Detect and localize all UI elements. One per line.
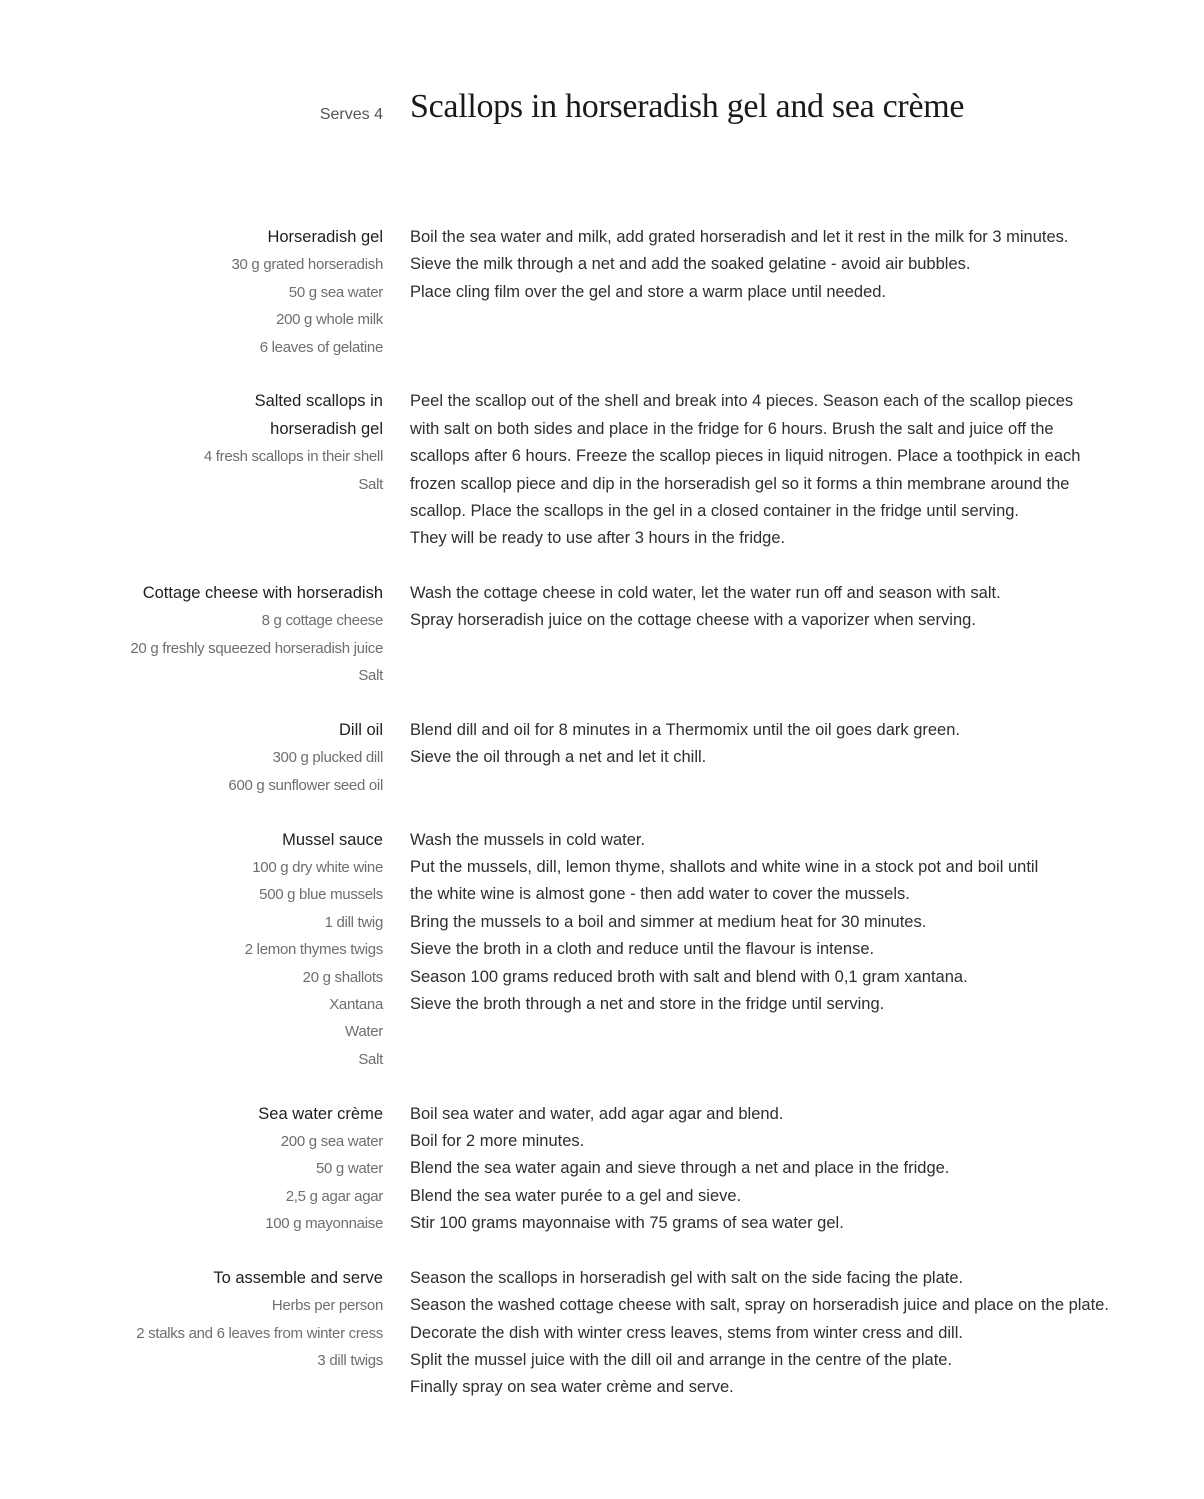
section-title: Mussel sauce: [282, 830, 383, 849]
method-line: frozen scallop piece and dip in the horseradish gel so it forms a thin membrane around the: [410, 474, 1070, 493]
method-line: the white wine is almost gone - then add water to cover the mussels.: [410, 885, 910, 904]
method-line: Season the washed cottage cheese with salt, spray on horseradish juice and place on the plate.: [410, 1296, 1109, 1315]
recipe-section: [0, 1101, 1204, 1238]
ingredient-list: [0, 827, 383, 1074]
ingredient-item: 600 g sunflower seed oil: [228, 776, 383, 794]
ingredient-item: 200 g whole milk: [276, 311, 383, 329]
method-line: Bring the mussels to a boil and simmer at medium heat for 30 minutes.: [410, 912, 927, 931]
recipe-sections: [0, 224, 1204, 1429]
method-line: Stir 100 grams mayonnaise with 75 grams of sea water gel.: [410, 1214, 844, 1233]
ingredient-list: [0, 224, 383, 361]
ingredient-item: 8 g cottage cheese: [261, 612, 383, 630]
ingredient-item: 20 g freshly squeezed horseradish juice: [130, 639, 383, 657]
ingredient-item: 100 g dry white wine: [252, 858, 383, 876]
ingredient-list: [0, 580, 383, 690]
method-line: Season 100 grams reduced broth with salt and blend with 0,1 gram xantana.: [410, 967, 968, 986]
method-steps: [410, 1101, 1150, 1238]
method-line: Boil the sea water and milk, add grated horseradish and let it rest in the milk for 3 minutes.: [410, 228, 1069, 246]
recipe-section: [0, 388, 1204, 552]
ingredient-item: 200 g sea water: [280, 1132, 383, 1150]
recipe-header: [0, 88, 1204, 138]
ingredient-item: Salt: [358, 475, 383, 493]
method-line: scallop. Place the scallops in the gel in a closed container in the fridge until serving.: [410, 501, 1020, 520]
method-line: Sieve the broth in a cloth and reduce until the flavour is intense.: [410, 940, 875, 959]
method-line: Spray horseradish juice on the cottage cheese with a vaporizer when serving.: [410, 611, 976, 630]
ingredient-item: 6 leaves of gelatine: [259, 338, 383, 356]
ingredient-list: [0, 717, 383, 799]
method-line: Boil sea water and water, add agar agar and blend.: [410, 1104, 784, 1123]
ingredient-list: [0, 388, 383, 552]
method-line: Decorate the dish with winter cress leaves, stems from winter cress and dill.: [410, 1323, 963, 1342]
method-line: Sieve the milk through a net and add the soaked gelatine - avoid air bubbles.: [410, 255, 971, 274]
method-line: They will be ready to use after 3 hours in the fridge.: [410, 529, 786, 548]
method-steps: [410, 1265, 1150, 1402]
method-line: Season the scallops in horseradish gel with salt on the side facing the plate.: [410, 1268, 964, 1287]
recipe-section: [0, 827, 1204, 1074]
method-line: Blend the sea water purée to a gel and sieve.: [410, 1186, 742, 1205]
method-line: Sieve the broth through a net and store in the fridge until serving.: [410, 994, 885, 1013]
section-title: horseradish gel: [270, 419, 383, 438]
section-title: Sea water crème: [258, 1104, 383, 1123]
section-title: Horseradish gel: [267, 228, 383, 246]
method-steps: [410, 827, 1150, 1074]
recipe-section: [0, 1265, 1204, 1402]
ingredient-item: 3 dill twigs: [317, 1352, 383, 1370]
method-line: Wash the cottage cheese in cold water, let the water run off and season with salt.: [410, 584, 1001, 603]
section-title: Dill oil: [338, 721, 383, 740]
ingredient-item: 20 g shallots: [302, 968, 383, 986]
method-steps: [410, 717, 1150, 799]
ingredient-item: Xantana: [329, 995, 383, 1013]
method-line: Place cling film over the gel and store a warm place until needed.: [410, 282, 887, 301]
method-line: Split the mussel juice with the dill oil and arrange in the centre of the plate.: [410, 1351, 953, 1370]
recipe-section: [0, 224, 1204, 361]
recipe-title: Scallops in horseradish gel and sea crème: [410, 88, 965, 125]
section-title: To assemble and serve: [213, 1268, 383, 1287]
ingredient-item: Herbs per person: [271, 1297, 383, 1315]
ingredient-item: 50 g sea water: [288, 283, 383, 301]
method-line: with salt on both sides and place in the fridge for 6 hours. Brush the salt and juice off the: [410, 419, 1054, 438]
method-line: scallops after 6 hours. Freeze the scallop pieces in liquid nitrogen. Place a toothpick in each: [410, 447, 1081, 466]
section-title: Cottage cheese with horseradish: [142, 584, 383, 603]
method-steps: [410, 224, 1150, 361]
ingredient-item: 100 g mayonnaise: [265, 1215, 383, 1233]
method-line: Finally spray on sea water crème and serve.: [410, 1378, 734, 1397]
ingredient-item: 50 g water: [315, 1160, 383, 1178]
ingredient-item: 30 g grated horseradish: [231, 256, 383, 274]
ingredient-item: 300 g plucked dill: [272, 749, 383, 767]
recipe-section: [0, 580, 1204, 690]
section-title: Salted scallops in: [254, 392, 383, 411]
ingredient-list: [0, 1101, 383, 1238]
ingredient-item: 2 stalks and 6 leaves from winter cress: [136, 1324, 383, 1342]
recipe-section: [0, 717, 1204, 799]
method-line: Put the mussels, dill, lemon thyme, shallots and white wine in a stock pot and boil until: [410, 857, 1039, 876]
ingredient-item: 500 g blue mussels: [259, 886, 383, 904]
ingredient-item: Salt: [358, 667, 383, 685]
ingredient-item: 4 fresh scallops in their shell: [203, 448, 383, 466]
ingredient-item: Water: [345, 1023, 383, 1041]
method-line: Sieve the oil through a net and let it chill.: [410, 748, 707, 767]
method-line: Blend dill and oil for 8 minutes in a Thermomix until the oil goes dark green.: [410, 721, 960, 740]
ingredient-item: 2,5 g agar agar: [285, 1187, 383, 1205]
method-line: Peel the scallop out of the shell and break into 4 pieces. Season each of the scallop pieces: [410, 392, 1074, 411]
method-line: Boil for 2 more minutes.: [410, 1131, 585, 1150]
ingredient-item: 2 lemon thymes twigs: [244, 941, 383, 959]
ingredient-item: 1 dill twig: [324, 913, 383, 931]
method-steps: [410, 388, 1150, 552]
ingredient-item: Salt: [358, 1050, 383, 1068]
method-steps: [410, 580, 1150, 690]
ingredient-list: [0, 1265, 383, 1402]
method-line: Wash the mussels in cold water.: [410, 830, 646, 849]
serves-label: Serves 4: [319, 106, 383, 123]
method-line: Blend the sea water again and sieve through a net and place in the fridge.: [410, 1159, 950, 1178]
